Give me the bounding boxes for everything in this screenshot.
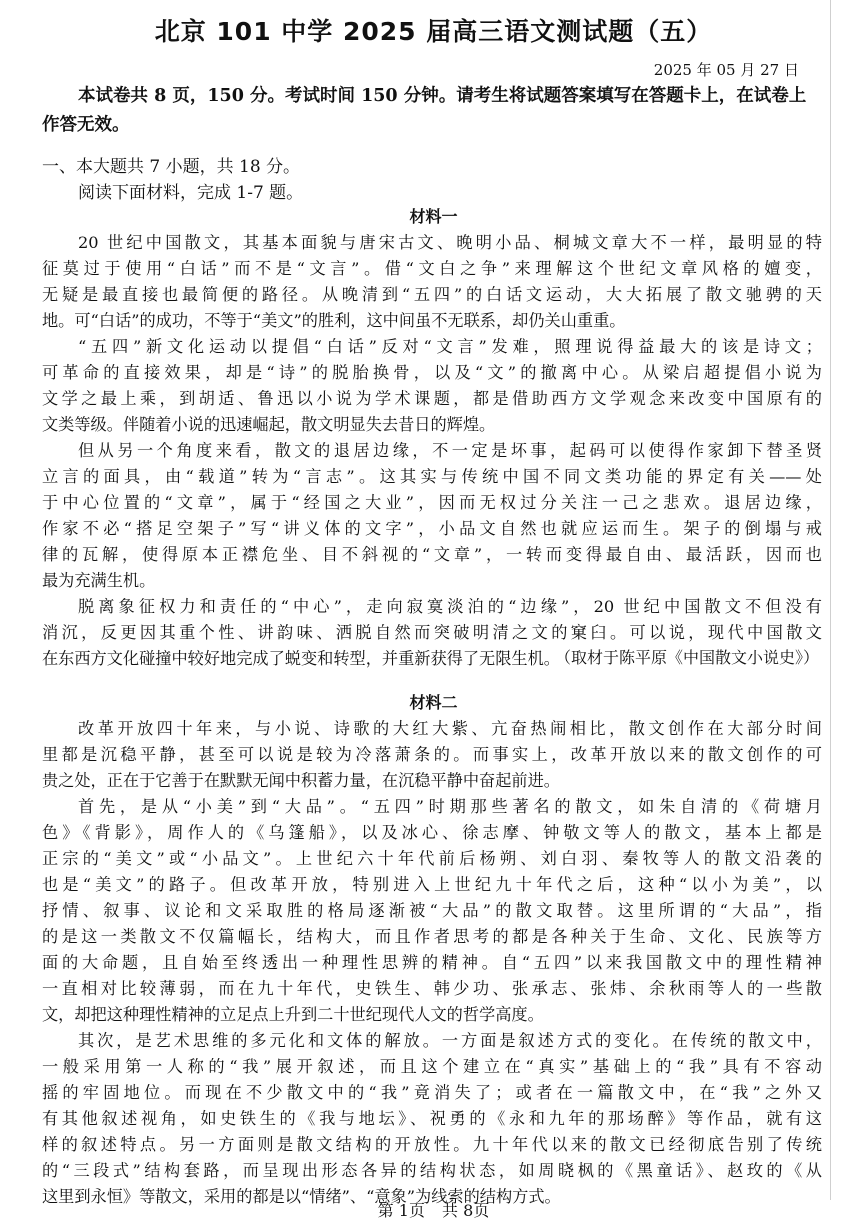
text-line: 正宗的“美文”或“小品文”。上世纪六十年代前后杨朔、刘白羽、秦牧等人的散文沿袭的 bbox=[42, 849, 822, 868]
text-line: 可革命的直接效果，却是“诗”的脱胎换骨，以及“文”的撤离中心。从梁启超提倡小说为 bbox=[42, 363, 822, 382]
text-line: 征莫过于使用“白话”而不是“文言”。借“文白之争”来理解这个世纪文章风格的嬗变， bbox=[42, 259, 822, 278]
material-1-body bbox=[42, 230, 822, 672]
section-heading: 一、本大题共 7 小题，共 18 分。 bbox=[42, 157, 301, 177]
exam-instructions: 本试卷共 8 页，150 分。考试时间 150 分钟。请考生将试题答案填写在答题卡上，在试卷上作答无效。 bbox=[42, 86, 807, 135]
text-line: 消沉，反更因其重个性、讲韵味、洒脱自然而突破明清之文的窠臼。可以说，现代中国散文 bbox=[42, 623, 822, 642]
text-line: “五四”新文化运动以提倡“白话”反对“文言”发难，照理说得益最大的该是诗文； bbox=[78, 337, 822, 356]
text-line: 一直相对比较薄弱，而在九十年代，史铁生、韩少功、张承志、张炜、余秋雨等人的一些散 bbox=[42, 979, 822, 998]
text-line: 的“三段式”结构套路，而呈现出形态各异的结构状态，如周晓枫的《黑童话》、赵玫的《从 bbox=[42, 1161, 822, 1180]
text-line: 地。可“白话”的成功，不等于“美文”的胜利，这中间虽不无联系，却仍关山重重。 bbox=[42, 311, 626, 330]
text-line: 作家不必“搭足空架子”写“讲义体的文字”，小品文自然也就应运而生。架子的倒塌与戒 bbox=[42, 519, 822, 538]
text-line: 立言的面具，由“载道”转为“言志”。这其实与传统中国不同文类功能的界定有关——处 bbox=[42, 467, 822, 486]
text-line: 也是“美文”的路子。但改革开放，特别进入上世纪九十年代之后，这种“以小为美”，以 bbox=[42, 875, 822, 894]
text-line: 其次，是艺术思维的多元化和文体的解放。一方面是叙述方式的变化。在传统的散文中， bbox=[78, 1031, 822, 1050]
text-line: 在东西方文化碰撞中较好地完成了蜕变和转型，并重新获得了无限生机。 bbox=[42, 649, 560, 668]
page-footer bbox=[0, 1198, 867, 1221]
text-line: 20 世纪中国散文，其基本面貌与唐宋古文、晚明小品、桐城文章大不一样，最明显的特 bbox=[78, 233, 822, 252]
page-total: 共 8页 bbox=[442, 1201, 490, 1220]
text-line: 文学之最上乘，到胡适、鲁迅以小说为学术课题，都是借助西方文学观念来改变中国原有的 bbox=[42, 389, 822, 408]
text-line: 首先，是从“小美”到“大品”。“五四”时期那些著名的散文，如朱自清的《荷塘月 bbox=[78, 797, 822, 816]
text-line: 面的大命题，且自始至终透出一种理性思辨的精神。自“五四”以来我国散文中的理性精神 bbox=[42, 953, 822, 972]
section-directive: 阅读下面材料，完成 1-7 题。 bbox=[78, 183, 304, 203]
text-line: 最为充满生机。 bbox=[42, 571, 156, 590]
text-line: 贵之处，正在于它善于在默默无闻中积蓄力量，在沉稳平静中奋起前进。 bbox=[42, 771, 560, 790]
exam-date: 2025 年 05 月 27 日 bbox=[653, 61, 799, 79]
text-line: 文，却把这种理性精神的立足点上升到二十世纪现代人文的哲学高度。 bbox=[42, 1005, 544, 1024]
page-number: 第 1页 bbox=[377, 1201, 425, 1220]
text-line: 一般采用第一人称的“我”展开叙述，而且这个建立在“真实”基础上的“我”具有不容动 bbox=[42, 1057, 822, 1076]
text-line: 的是这一类散文不仅篇幅长，结构大，而且作者思考的都是各种关于生命、文化、民族等方 bbox=[42, 927, 822, 946]
material-1-title: 材料一 bbox=[409, 207, 458, 226]
material-2-body bbox=[42, 716, 822, 1210]
page-edge-rule bbox=[830, 0, 831, 1200]
material-1-source: （取材于陈平原《中国散文小说史》） bbox=[554, 648, 819, 667]
text-line: 脱离象征权力和责任的“中心”，走向寂寞淡泊的“边缘”，20 世纪中国散文不但没有 bbox=[78, 597, 822, 616]
text-line: 有其他叙述视角，如史铁生的《我与地坛》、祝勇的《永和九年的那场醉》等作品，就有这 bbox=[42, 1109, 822, 1128]
text-line: 摇的牢固地位。而现在不少散文中的“我”竟消失了；或者在一篇散文中，在“我”之外又 bbox=[42, 1083, 822, 1102]
text-line: 这里到永恒》等散文，采用的都是以“情绪”、“意象”为线索的结构方式。 bbox=[42, 1187, 561, 1206]
text-line: 但从另一个角度来看，散文的退居边缘，不一定是坏事，起码可以使得作家卸下替圣贤 bbox=[78, 441, 822, 460]
exam-title: 北京 101 中学 2025 届高三语文测试题（五） bbox=[154, 17, 713, 46]
material-2-title: 材料二 bbox=[409, 693, 458, 712]
text-line: 里都是沉稳平静，甚至可以说是较为冷落萧条的。而事实上，改革开放以来的散文创作的可 bbox=[42, 745, 822, 764]
text-line: 改革开放四十年来，与小说、诗歌的大红大紫、亢奋热闹相比，散文创作在大部分时间 bbox=[78, 719, 822, 738]
text-line: 于中心位置的“文章”，属于“经国之大业”，因而无权过分关注一己之悲欢。退居边缘， bbox=[42, 493, 822, 512]
text-line: 无疑是最直接也最简便的路径。从晚清到“五四”的白话文运动，大大拓展了散文驰骋的天 bbox=[42, 285, 822, 304]
text-line: 律的瓦解，使得原本正襟危坐、目不斜视的“文章”，一转而变得最自由、最活跃，因而也 bbox=[42, 545, 822, 564]
text-line: 色》《背影》，周作人的《乌篷船》，以及冰心、徐志摩、钟敬文等人的散文，基本上都是 bbox=[42, 823, 822, 842]
text-line: 抒情、叙事、议论和文采取胜的格局逐渐被“大品”的散文取替。这里所谓的“大品”，指 bbox=[42, 901, 822, 920]
text-line: 样的叙述特点。另一方面则是散文结构的开放性。九十年代以来的散文已经彻底告别了传统 bbox=[42, 1135, 822, 1154]
text-line: 文类等级。伴随着小说的迅速崛起，散文明显失去昔日的辉煌。 bbox=[42, 415, 496, 434]
